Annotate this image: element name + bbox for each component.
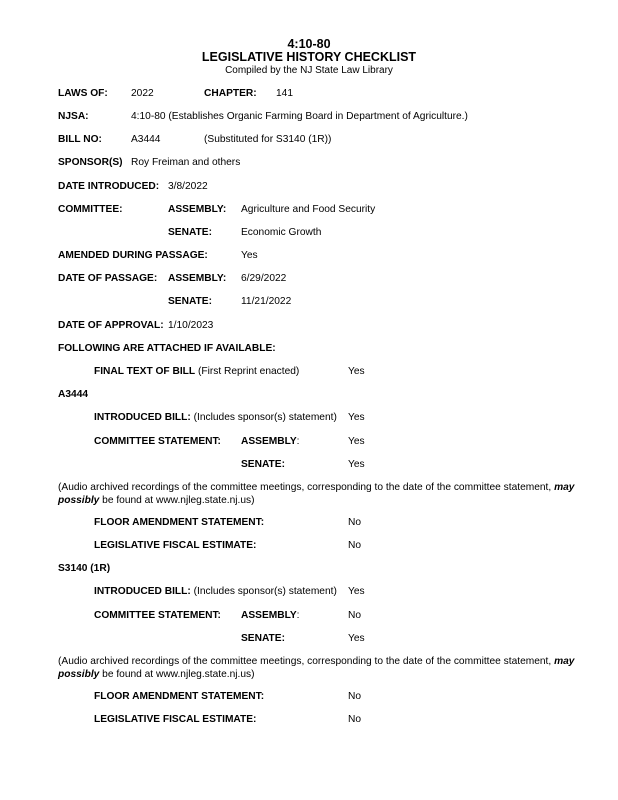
s3140-floor-value: No — [348, 691, 362, 702]
s3140-audio-note-start: (Audio archived recordings of the committee meetings, corresponding to the date of the committee statement, — [58, 656, 555, 667]
passage-assembly-label: ASSEMBLY: — [168, 273, 227, 284]
s3140-assembly-value: No — [348, 610, 362, 621]
njsa-label: NJSA: — [58, 111, 89, 122]
s3140-introduced-label: INTRODUCED BILL: — [94, 586, 191, 597]
a3444-audio-note-end: be found at www.njleg.state.nj.us) — [99, 494, 255, 506]
a3444-committee-label: COMMITTEE STATEMENT: — [94, 436, 221, 447]
a3444-fiscal-label: LEGISLATIVE FISCAL ESTIMATE: — [94, 540, 257, 551]
bill-substituted: (Substituted for S3140 (1R)) — [204, 134, 332, 145]
s3140-introduced-row — [94, 586, 337, 598]
a3444-floor-value: No — [348, 517, 362, 528]
final-text-label: FINAL TEXT OF BILL — [94, 366, 196, 377]
a3444-assembly-row — [241, 436, 300, 448]
a3444-audio-note-emphasis: may possibly — [58, 482, 575, 506]
s3140-fiscal-label: LEGISLATIVE FISCAL ESTIMATE: — [94, 714, 257, 725]
laws-of-label: LAWS OF: — [58, 88, 108, 99]
attached-heading: FOLLOWING ARE ATTACHED IF AVAILABLE: — [58, 343, 276, 354]
document-subtitle: Compiled by the NJ State Law Library — [225, 65, 393, 76]
committee-senate-value: Economic Growth — [241, 227, 322, 238]
date-introduced-value: 3/8/2022 — [168, 181, 208, 192]
a3444-introduced-value: Yes — [348, 412, 365, 423]
a3444-introduced-note: (Includes sponsor(s) statement) — [190, 412, 337, 423]
a3444-introduced-label: INTRODUCED BILL: — [94, 412, 191, 423]
passage-senate-label: SENATE: — [168, 296, 212, 307]
final-text-note: (First Reprint enacted) — [195, 366, 300, 377]
committee-senate-label: SENATE: — [168, 227, 212, 238]
amended-value: Yes — [241, 250, 258, 261]
committee-assembly-label: ASSEMBLY: — [168, 204, 227, 215]
sponsors-label: SPONSOR(S) — [58, 157, 123, 168]
s3140-introduced-value: Yes — [348, 586, 365, 597]
s3140-assembly-label: ASSEMBLY — [241, 610, 297, 621]
bill-no-value: A3444 — [131, 134, 161, 145]
passage-assembly-value: 6/29/2022 — [241, 273, 287, 284]
date-of-passage-label: DATE OF PASSAGE: — [58, 273, 158, 284]
document-title: LEGISLATIVE HISTORY CHECKLIST — [201, 50, 417, 64]
a3444-assembly-value: Yes — [348, 436, 365, 447]
s3140-floor-label: FLOOR AMENDMENT STATEMENT: — [94, 691, 265, 702]
date-introduced-label: DATE INTRODUCED: — [58, 181, 160, 192]
date-of-approval-value: 1/10/2023 — [168, 320, 214, 331]
s3140-introduced-note: (Includes sponsor(s) statement) — [190, 586, 337, 597]
a3444-senate-value: Yes — [348, 459, 365, 470]
laws-of-value: 2022 — [131, 88, 154, 99]
a3444-heading: A3444 — [58, 389, 89, 400]
a3444-senate-label: SENATE: — [241, 459, 285, 470]
document-code: 4:10-80 — [287, 37, 331, 51]
passage-senate-value: 11/21/2022 — [241, 296, 292, 307]
a3444-audio-note — [58, 482, 603, 507]
chapter-label: CHAPTER: — [204, 88, 257, 99]
sponsors-value: Roy Freiman and others — [131, 157, 241, 168]
a3444-assembly-label: ASSEMBLY — [241, 436, 297, 447]
a3444-introduced-row — [94, 412, 337, 424]
date-of-approval-label: DATE OF APPROVAL: — [58, 320, 164, 331]
s3140-assembly-row — [241, 610, 300, 622]
s3140-audio-note — [58, 656, 603, 681]
amended-label: AMENDED DURING PASSAGE: — [58, 250, 208, 261]
s3140-audio-note-emphasis: may possibly — [58, 656, 575, 680]
s3140-fiscal-value: No — [348, 714, 362, 725]
final-text-row — [94, 366, 299, 378]
s3140-committee-label: COMMITTEE STATEMENT: — [94, 610, 221, 621]
a3444-audio-note-start: (Audio archived recordings of the committee meetings, corresponding to the date of the committee statement, — [58, 482, 555, 493]
a3444-floor-label: FLOOR AMENDMENT STATEMENT: — [94, 517, 265, 528]
chapter-value: 141 — [276, 88, 293, 99]
a3444-assembly-colon: : — [296, 436, 300, 447]
njsa-value: 4:10-80 (Establishes Organic Farming Board in Department of Agriculture.) — [131, 111, 468, 122]
s3140-senate-value: Yes — [348, 633, 365, 644]
final-text-value: Yes — [348, 366, 365, 377]
s3140-heading: S3140 (1R) — [58, 563, 111, 574]
s3140-senate-label: SENATE: — [241, 633, 285, 644]
committee-assembly-value: Agriculture and Food Security — [241, 204, 376, 215]
s3140-audio-note-end: be found at www.njleg.state.nj.us) — [99, 668, 255, 680]
s3140-assembly-colon: : — [296, 610, 300, 621]
a3444-fiscal-value: No — [348, 540, 362, 551]
committee-label: COMMITTEE: — [58, 204, 123, 215]
bill-no-label: BILL NO: — [58, 134, 102, 145]
